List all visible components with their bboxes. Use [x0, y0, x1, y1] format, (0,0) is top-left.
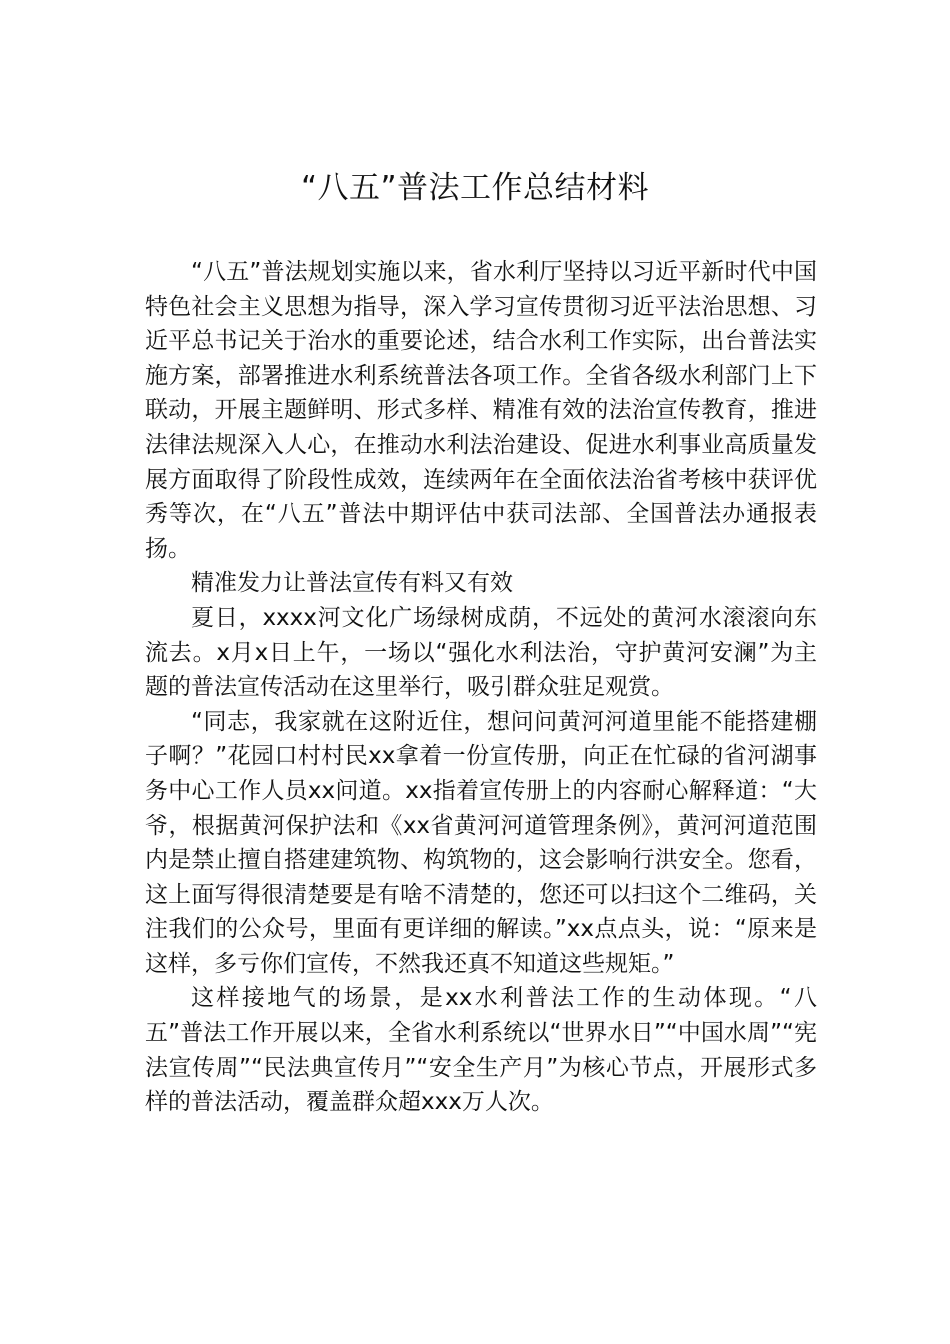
- section-heading: 精准发力让普法宣传有料又有效: [191, 570, 513, 597]
- paragraph-scene: 夏日，xxxx河文化广场绿树成荫，不远处的黄河水滚滚向东流去。x月x日上午，一场以“强化水利法治，守护黄河安澜”为主题的普法宣传活动在这里举行，吸引群众驻足观赏。: [145, 604, 817, 701]
- paragraph-intro: “八五”普法规划实施以来，省水利厅坚持以习近平新时代中国特色社会主义思想为指导，深入学习宣传贯彻习近平法治思想、习近平总书记关于治水的重要论述，结合水利工作实际，出台普法实施方案，部署推进水利系统普法各项工作。全省各级水利部门上下联动，开展主题鲜明、形式多样、精准有效的法治宣传教育，推进法律法规深入人心，在推动水利法治建设、促进水利事业高质量发展方面取得了阶段性成效，连续两年在全面依法治省考核中获评优秀等次，在“八五”普法中期评估中获司法部、全国普法办通报表扬。: [145, 259, 817, 562]
- paragraph-summary: 这样接地气的场景，是xx水利普法工作的生动体现。“八五”普法工作开展以来，全省水利系统以“世界水日”“中国水周”“宪法宣传周”“民法典宣传月”“安全生产月”为核心节点，开展形式多样的普法活动，覆盖群众超xxx万人次。: [145, 985, 817, 1116]
- document-body: [145, 255, 817, 1120]
- paragraph-dialogue: “同志，我家就在这附近住，想问问黄河河道里能不能搭建棚子啊？”花园口村村民xx拿着一份宣传册，向正在忙碌的省河湖事务中心工作人员xx问道。xx指着宣传册上的内容耐心解释道：“大爷，根据黄河保护法和《xx省黄河河道管理条例》，黄河河道范围内是禁止擅自搭建建筑物、构筑物的，这会影响行洪安全。您看，这上面写得很清楚要是有啥不清楚的，您还可以扫这个二维码，关注我们的公众号，里面有更详细的解读。”xx点点头，说：“原来是这样，多亏你们宣传，不然我还真不知道这些规矩。”: [145, 708, 817, 977]
- document-title: “八五”普法工作总结材料: [300, 170, 650, 206]
